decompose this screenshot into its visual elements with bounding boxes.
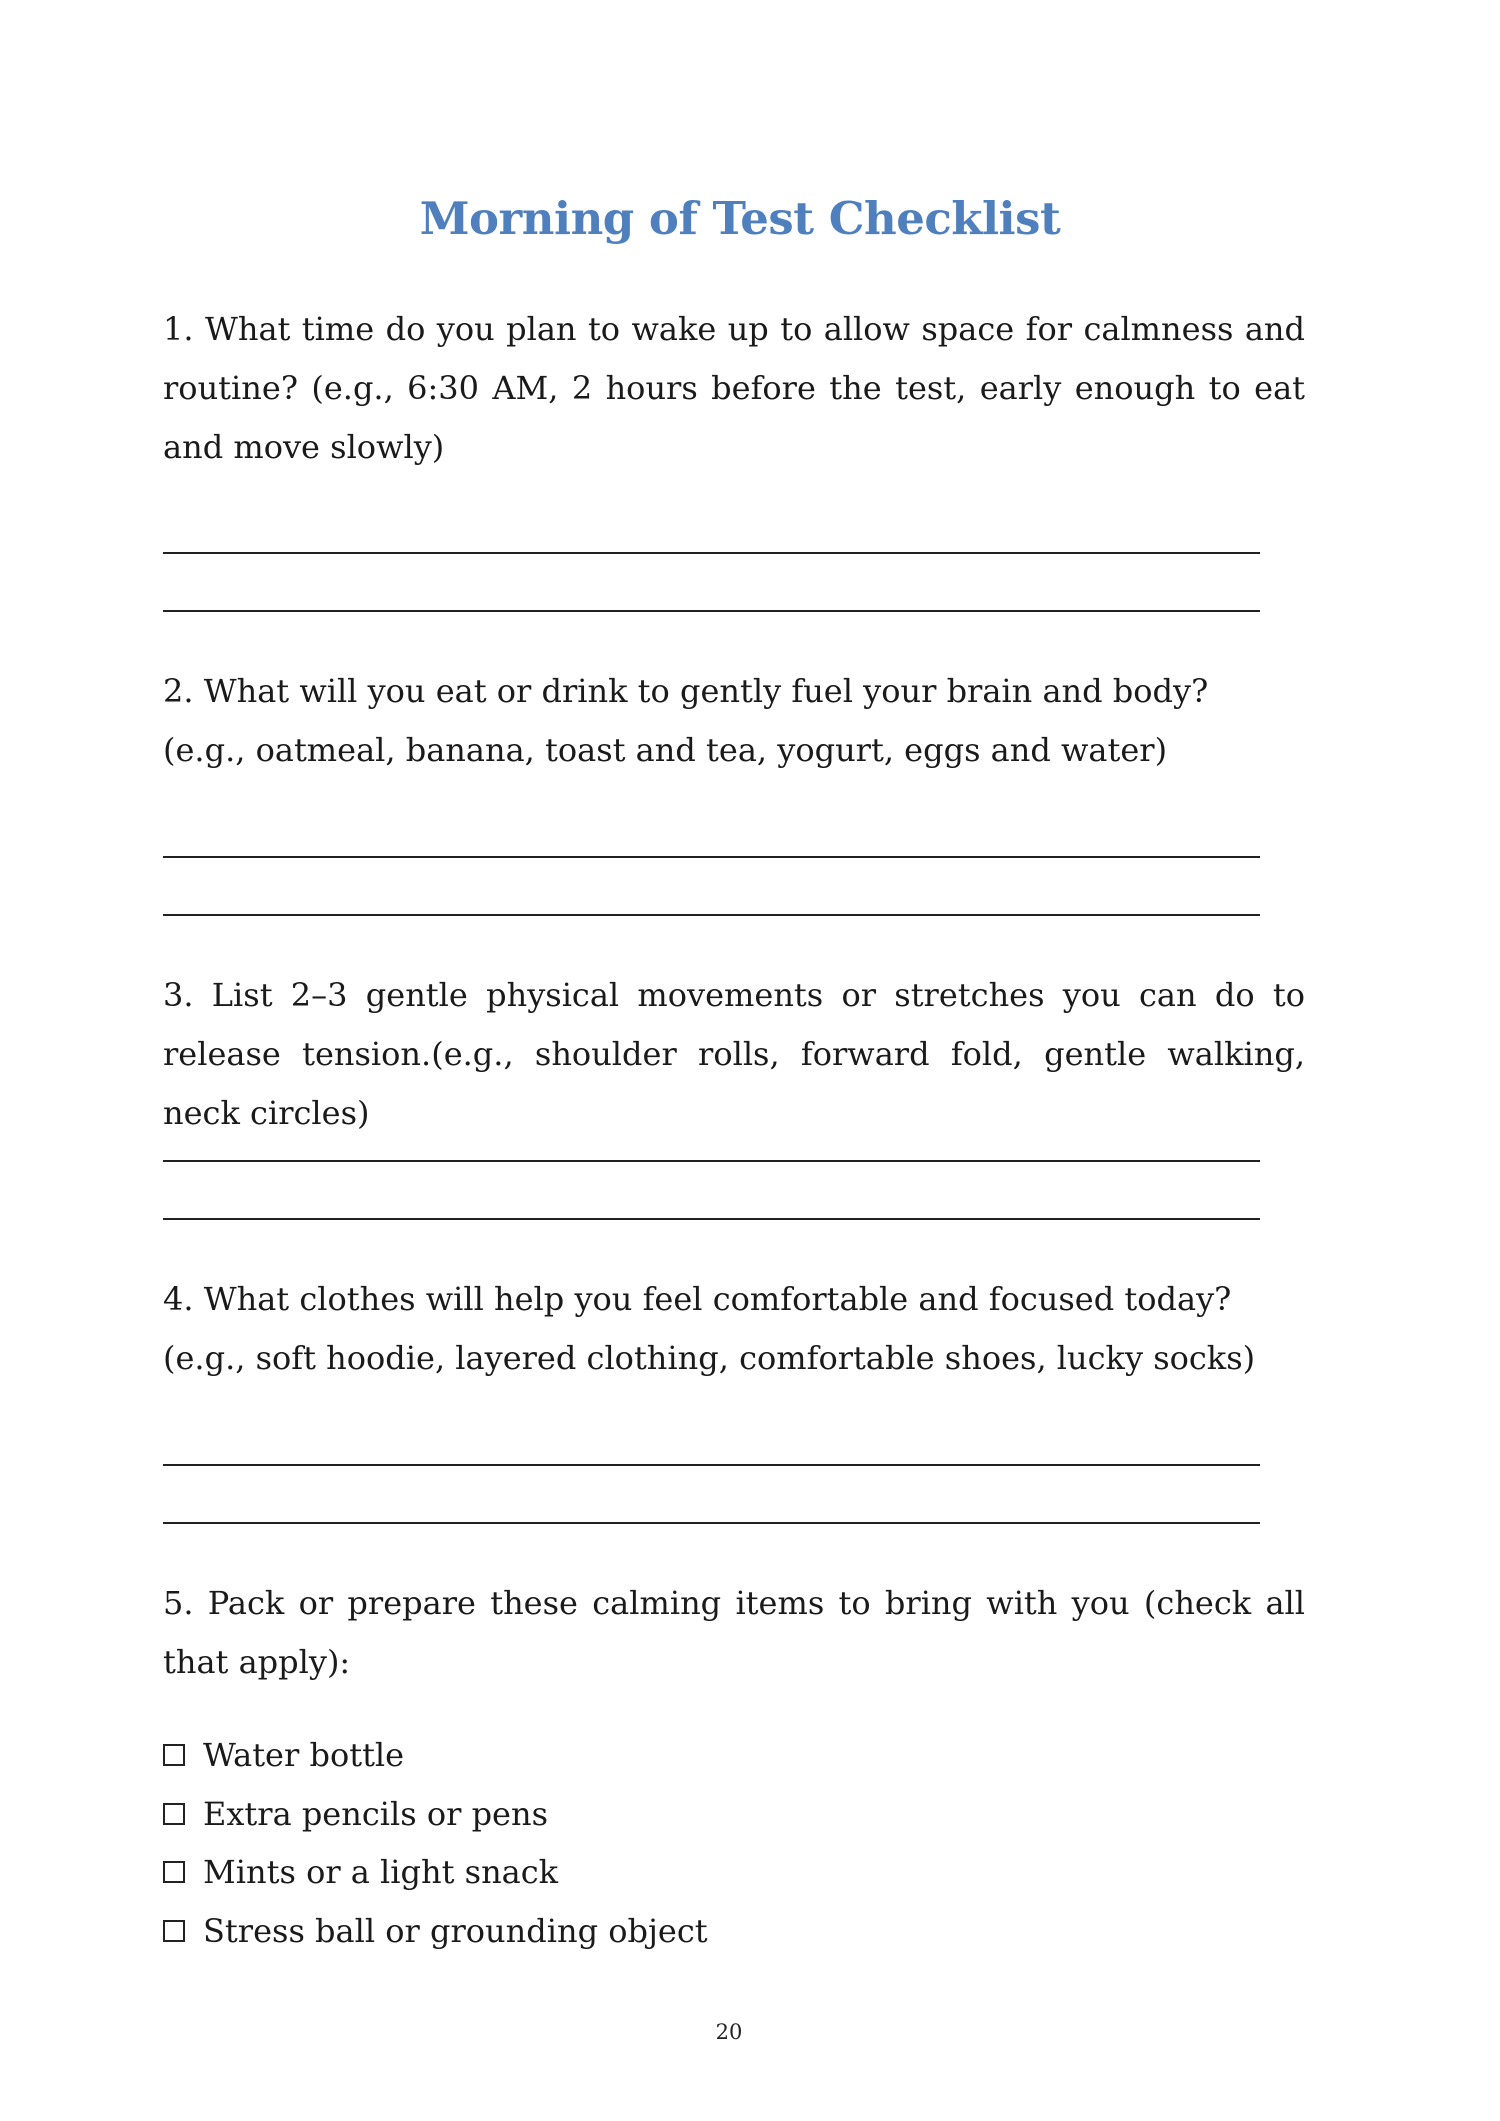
checklist-item[interactable] (163, 1902, 708, 1961)
answer-line-2a[interactable] (163, 856, 1260, 858)
answer-line-4b[interactable] (163, 1522, 1260, 1524)
answer-line-3a[interactable] (163, 1160, 1260, 1162)
page-number: 20 (715, 2020, 743, 2044)
checklist-item-label: Stress ball or grounding object (203, 1911, 708, 1950)
answer-line-3b[interactable] (163, 1218, 1260, 1220)
question-4-example: (e.g., soft hoodie, layered clothing, comfortable shoes, lucky socks) (163, 1339, 1256, 1377)
question-2-example: (e.g., oatmeal, banana, toast and tea, yogurt, eggs and water) (163, 731, 1168, 769)
answer-line-4a[interactable] (163, 1464, 1260, 1466)
question-2 (163, 662, 1305, 780)
answer-line-1b[interactable] (163, 610, 1260, 612)
checkbox[interactable] (163, 1861, 185, 1883)
question-1: 1. What time do you plan to wake up to allow space for calmness and routine? (e.g., 6:30 AM, 2 hours before the test, early enough to eat and move slowly) (163, 310, 1305, 466)
question-4-text: 4. What clothes will help you feel comfortable and focused today? (163, 1280, 1232, 1318)
calming-items-checklist (163, 1726, 708, 1960)
question-3: 3. List 2–3 gentle physical movements or stretches you can do to release tension.(e.g., shoulder rolls, forward fold, gentle walking, neck circles) (163, 976, 1305, 1132)
checklist-item-label: Extra pencils or pens (203, 1794, 549, 1833)
page-title: Morning of Test Checklist (419, 192, 1061, 245)
checkbox[interactable] (163, 1803, 185, 1825)
checklist-item[interactable] (163, 1843, 708, 1902)
checklist-item[interactable] (163, 1726, 708, 1785)
checklist-item-label: Mints or a light snack (203, 1853, 559, 1891)
question-4 (163, 1270, 1305, 1388)
checkbox[interactable] (163, 1744, 185, 1766)
checkbox[interactable] (163, 1920, 185, 1942)
checklist-item[interactable] (163, 1785, 708, 1844)
answer-line-1a[interactable] (163, 552, 1260, 554)
checklist-item-label: Water bottle (203, 1736, 405, 1774)
question-5: 5. Pack or prepare these calming items to bring with you (check all that apply): (163, 1584, 1305, 1681)
question-2-text: 2. What will you eat or drink to gently fuel your brain and body? (163, 672, 1209, 710)
answer-line-2b[interactable] (163, 914, 1260, 916)
